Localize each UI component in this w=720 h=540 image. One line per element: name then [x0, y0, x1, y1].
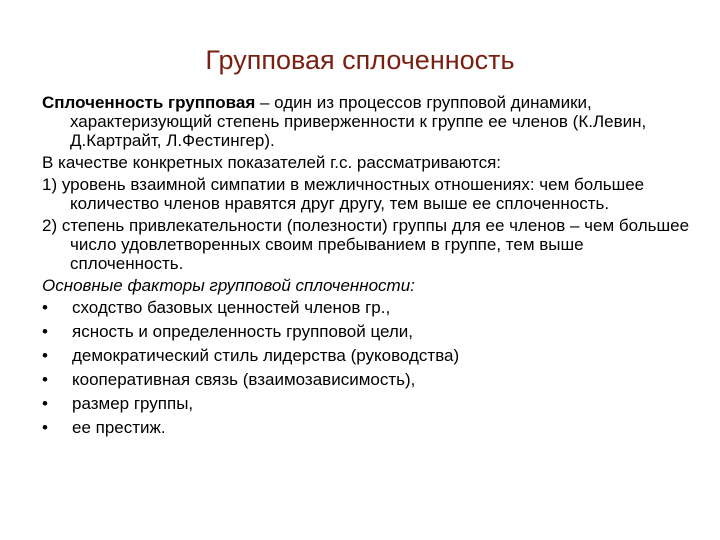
definition-term: Сплоченность групповая	[42, 93, 256, 112]
factor-item	[42, 418, 692, 437]
indicator-item-1: 1) уровень взаимной симпатии в межличностных отношениях: чем большее количество членов нравятся друг другу, тем выше ее сплоченность.	[42, 175, 645, 213]
factor-text: сходство базовых ценностей членов гр.,	[72, 298, 391, 317]
bullet-icon: •	[42, 322, 48, 341]
bullet-icon: •	[42, 370, 48, 389]
indicator-item-2: 2) степень привлекательности (полезности) группы для ее членов – чем большее число удовлетворенных своим пребыванием в группе, тем выше сплоченность.	[42, 216, 690, 273]
slide-title: Групповая сплоченность	[205, 45, 515, 75]
definition-text: – один из процессов групповой динамики, характеризующий степень приверженности к группе ее членов (К.Левин, Д.Картрайт, Л.Фестингер).	[70, 93, 647, 150]
factor-item	[42, 346, 692, 365]
factor-item	[42, 394, 692, 413]
slide-content	[42, 93, 692, 442]
factor-text: размер группы,	[72, 394, 194, 413]
factors-heading: Основные факторы групповой сплоченности:	[42, 276, 415, 295]
bullet-icon: •	[42, 346, 48, 365]
factor-text: ясность и определенность групповой цели,	[72, 322, 414, 341]
factor-text: кооперативная связь (взаимозависимость),	[72, 370, 416, 389]
indicators-intro: В качестве конкретных показателей г.с. рассматриваются:	[42, 153, 502, 172]
factor-item	[42, 322, 692, 341]
factor-item	[42, 298, 692, 317]
factor-item	[42, 370, 692, 389]
factor-text: демократический стиль лидерства (руководства)	[72, 346, 460, 365]
bullet-icon: •	[42, 418, 48, 437]
factor-text: ее престиж.	[72, 418, 166, 437]
bullet-icon: •	[42, 394, 48, 413]
definition-paragraph	[42, 93, 692, 150]
factors-list	[42, 298, 692, 437]
bullet-icon: •	[42, 298, 48, 317]
